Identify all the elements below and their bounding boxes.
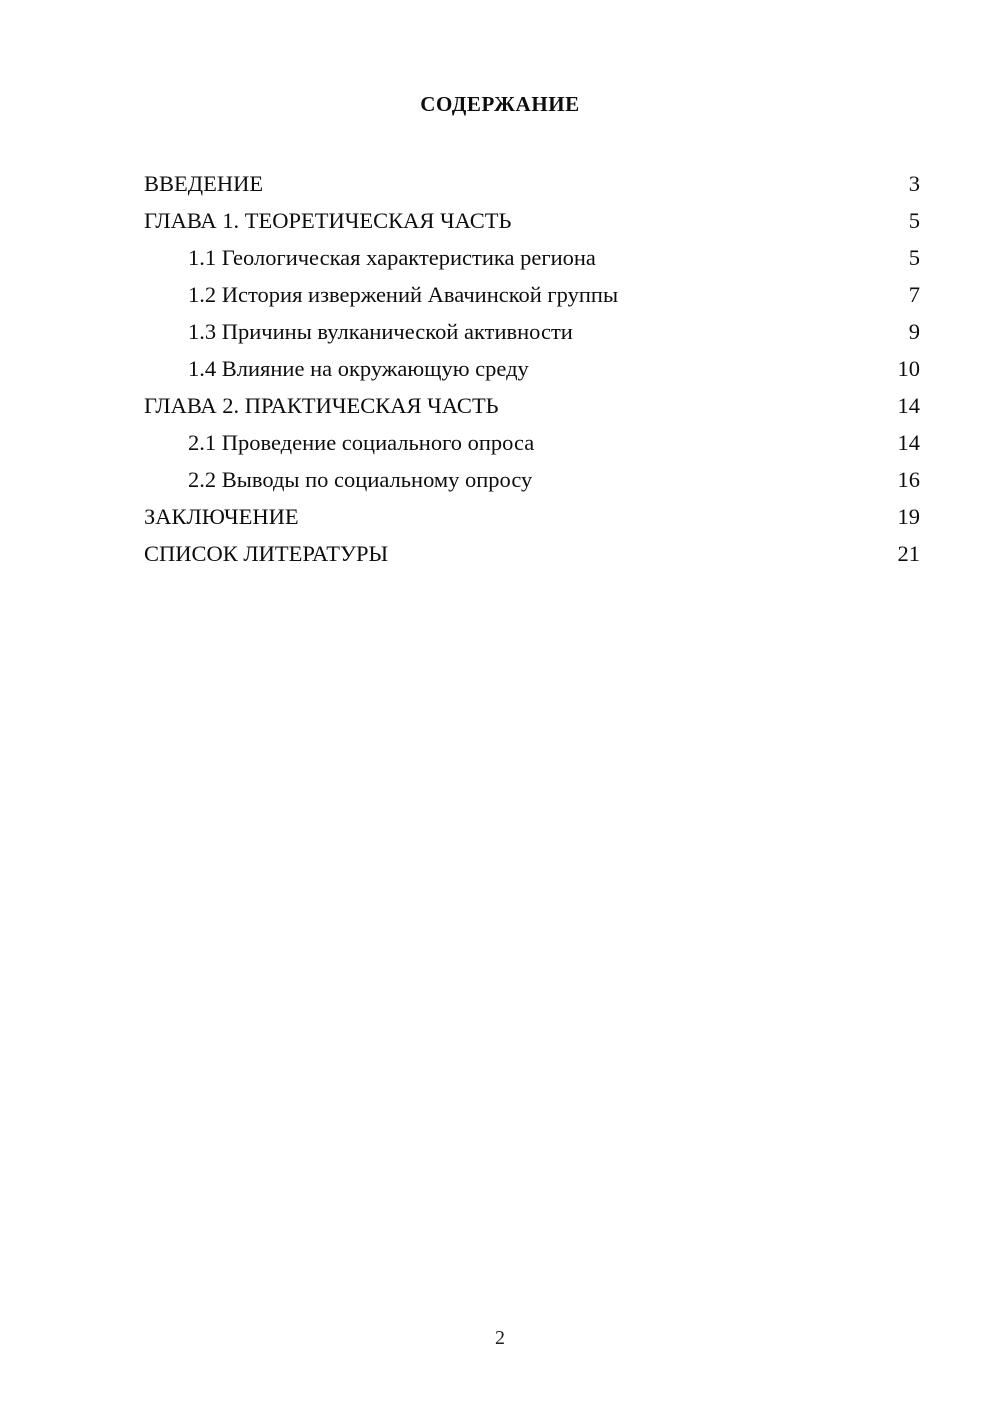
toc-entry-label: 2.1 Проведение социального опроса (188, 430, 535, 455)
toc-entry-label: ГЛАВА 1. ТЕОРЕТИЧЕСКАЯ ЧАСТЬ (144, 208, 512, 233)
toc-entry-page-number: 5 (908, 208, 920, 233)
toc-entry-page-number: 19 (897, 504, 920, 529)
toc-entry-page-number: 7 (908, 282, 920, 307)
toc-entry-label: ВВЕДЕНИЕ (144, 171, 264, 196)
toc-entry-label: 1.2 История извержений Авачинской группы (188, 282, 619, 307)
toc-entry[interactable] (144, 498, 920, 535)
toc-entry[interactable] (144, 424, 920, 461)
toc-entry-page-number: 14 (897, 430, 920, 455)
toc-entry[interactable] (144, 165, 920, 202)
toc-entry[interactable] (144, 202, 920, 239)
toc-entry-label: 1.3 Причины вулканической активности (188, 319, 573, 344)
toc-entry-label: 2.2 Выводы по социальному опросу (188, 467, 533, 492)
toc-entry-page-number: 3 (908, 171, 920, 196)
toc-entry-label: 1.1 Геологическая характеристика региона (188, 245, 596, 270)
page-title: СОДЕРЖАНИЕ (420, 92, 580, 116)
toc-entry-page-number: 14 (897, 393, 920, 418)
toc-entry-page-number: 21 (897, 541, 920, 566)
toc-entry-page-number: 5 (908, 245, 920, 270)
toc-entry-page-number: 16 (897, 467, 920, 492)
toc-entry[interactable] (144, 461, 920, 498)
toc-entry-page-number: 10 (897, 356, 920, 381)
toc-entry-label: 1.4 Влияние на окружающую среду (188, 356, 529, 381)
toc-entry-page-number: 9 (908, 319, 920, 344)
toc-entry-label: ЗАКЛЮЧЕНИЕ (144, 504, 299, 529)
toc-entry-label: СПИСОК ЛИТЕРАТУРЫ (144, 541, 389, 566)
toc-entry[interactable] (144, 350, 920, 387)
toc-entry-label: ГЛАВА 2. ПРАКТИЧЕСКАЯ ЧАСТЬ (144, 393, 499, 418)
page-number-footer: 2 (495, 1327, 505, 1349)
toc-entry[interactable] (144, 239, 920, 276)
toc-entry[interactable] (144, 276, 920, 313)
toc-entry[interactable] (144, 387, 920, 424)
toc-entry[interactable] (144, 313, 920, 350)
table-of-contents (144, 165, 920, 572)
toc-entry[interactable] (144, 535, 920, 572)
